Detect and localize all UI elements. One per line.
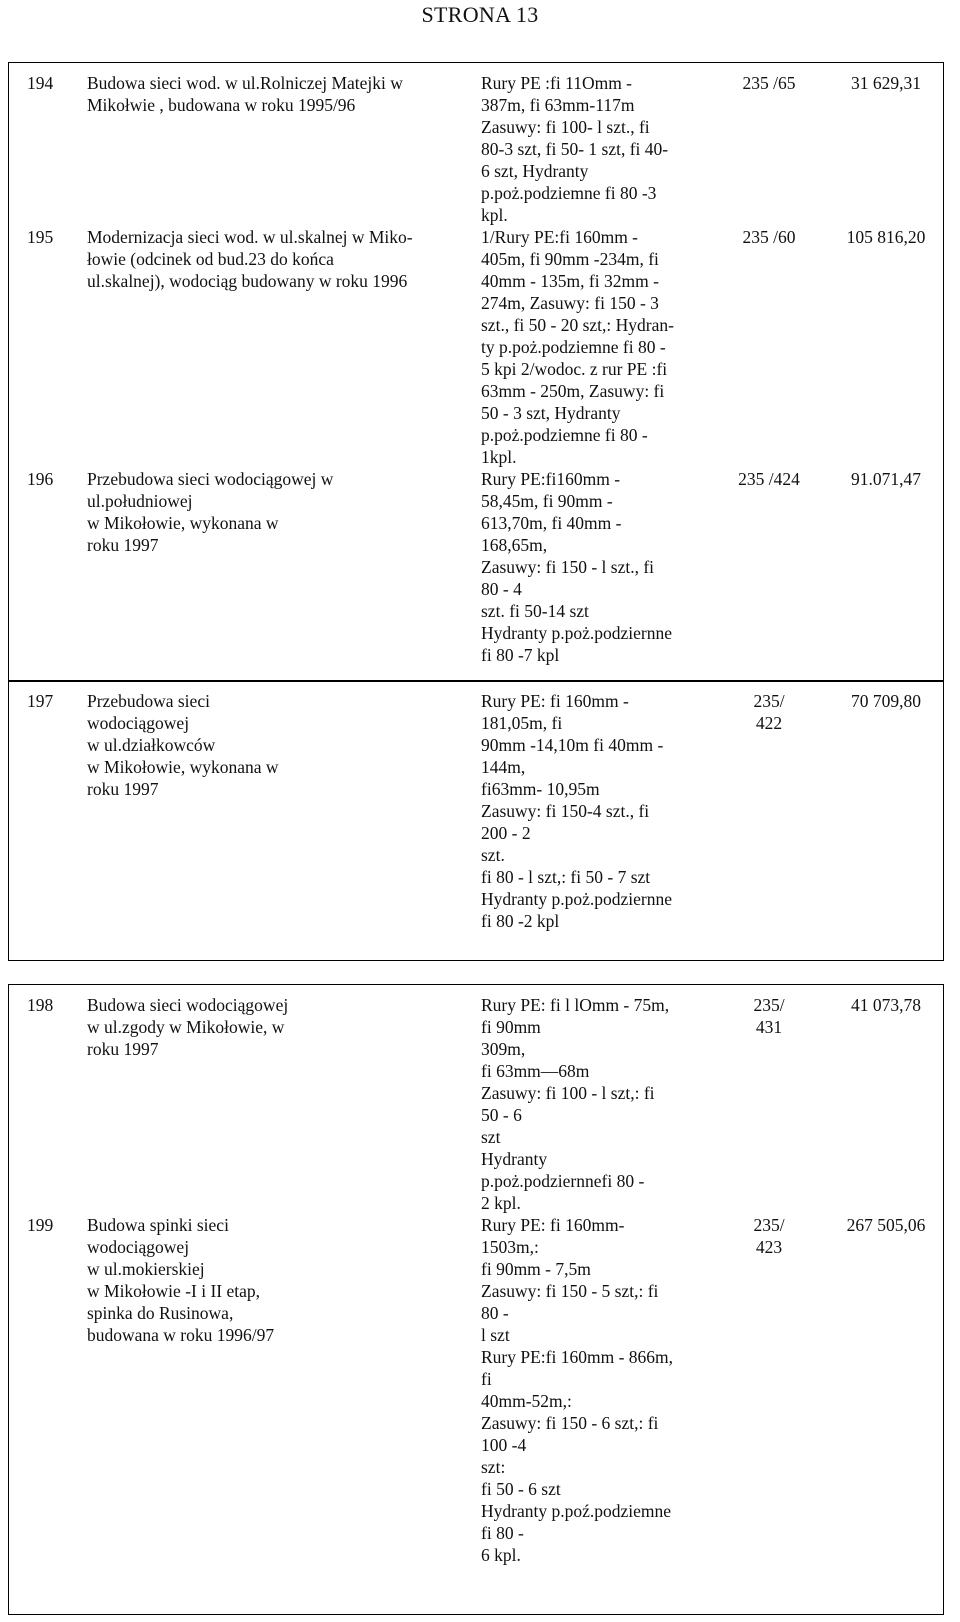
row-value: 41 073,78 bbox=[851, 995, 921, 1015]
row-description-line: ul.południowej bbox=[87, 491, 193, 511]
row-number: 196 bbox=[27, 469, 54, 489]
row-description-line: roku 1997 bbox=[87, 535, 159, 555]
row-description-line: w ul.zgody w Mikołowie, w bbox=[87, 1017, 285, 1037]
row-specification-line: fi 80 - bbox=[481, 1523, 524, 1543]
row-specification-line: fi bbox=[481, 1369, 492, 1389]
row-reference bbox=[715, 226, 823, 248]
row-specification-line: fi 90mm bbox=[481, 1017, 541, 1037]
row-reference-line: 235/ bbox=[753, 691, 785, 711]
row-description-line: w Mikołowie, wykonana w bbox=[87, 757, 279, 777]
row-description-line: Przebudowa sieci bbox=[87, 691, 210, 711]
row-specification-line: 80-3 szt, fi 50- 1 szt, fi 40- bbox=[481, 139, 669, 159]
row-specification-line: 387m, fi 63mm-117m bbox=[481, 95, 635, 115]
row-reference bbox=[715, 72, 823, 94]
row-reference bbox=[715, 468, 823, 490]
row-description bbox=[87, 72, 457, 116]
row-description bbox=[87, 1214, 457, 1346]
row-specification-line: 63mm - 250m, Zasuwy: fi bbox=[481, 381, 665, 401]
row-specification-line: 2 kpl. bbox=[481, 1193, 521, 1213]
row-specification-line: szt bbox=[481, 1127, 501, 1147]
row-reference bbox=[715, 1214, 823, 1258]
row-specification-line: 90mm -14,10m fi 40mm - bbox=[481, 735, 664, 755]
row-reference-line: 422 bbox=[755, 713, 783, 733]
row-specification-line: Hydranty p.poż.podziernne bbox=[481, 889, 672, 909]
row-description-line: budowana w roku 1996/97 bbox=[87, 1325, 275, 1345]
row-specification-line: 200 - 2 bbox=[481, 823, 531, 843]
row-number: 195 bbox=[27, 227, 54, 247]
row-value: 70 709,80 bbox=[851, 691, 921, 711]
row-specification-line: 1503m,: bbox=[481, 1237, 539, 1257]
row-value: 267 505,06 bbox=[846, 1215, 926, 1235]
row-description-line: łowie (odcinek od bud.23 do końca bbox=[87, 249, 334, 269]
row-description-line: Budowa sieci wodociągowej bbox=[87, 995, 289, 1015]
row-specification-line: ty p.poż.podziemne fi 80 - bbox=[481, 337, 666, 357]
row-specification-line: Hydranty p.poż.podziernne bbox=[481, 623, 672, 643]
row-specification-line: 1kpl. bbox=[481, 447, 517, 467]
row-reference-line: 235 /65 bbox=[742, 73, 796, 93]
row-description-line: spinka do Rusinowa, bbox=[87, 1303, 234, 1323]
row-specification-line: szt: bbox=[481, 1457, 506, 1477]
row-description-line: Mikołwie , budowana w roku 1995/96 bbox=[87, 95, 356, 115]
row-specification-line: 50 - 3 szt, Hydranty bbox=[481, 403, 621, 423]
row-number: 198 bbox=[27, 995, 54, 1015]
row-description-line: ul.skalnej), wodociąg budowany w roku 1996 bbox=[87, 271, 408, 291]
row-reference-line: 423 bbox=[755, 1237, 783, 1257]
row-specification-line: szt. fi 50-14 szt bbox=[481, 601, 589, 621]
row-reference bbox=[715, 994, 823, 1038]
row-specification-line: fi 80 - l szt,: fi 50 - 7 szt bbox=[481, 867, 651, 887]
row-specification-line: p.poż.podziernnefi 80 - bbox=[481, 1171, 645, 1191]
row-reference-line: 235/ bbox=[753, 995, 785, 1015]
row-specification-line: 58,45m, fi 90mm - bbox=[481, 491, 613, 511]
row-description bbox=[87, 994, 457, 1060]
row-specification-line: 1/Rury PE:fi 160mm - bbox=[481, 227, 639, 247]
row-specification-line: p.poż.podziemne fi 80 -3 bbox=[481, 183, 657, 203]
row-specification bbox=[481, 994, 706, 1214]
row-specification-line: 181,05m, fi bbox=[481, 713, 563, 733]
row-specification bbox=[481, 468, 706, 666]
row-specification-line: Rury PE: fi 160mm - bbox=[481, 691, 629, 711]
row-description-line: Modernizacja sieci wod. w ul.skalnej w Miko- bbox=[87, 227, 413, 247]
row-specification-line: 100 -4 bbox=[481, 1435, 527, 1455]
row-value: 31 629,31 bbox=[851, 73, 921, 93]
row-specification-line: Zasuwy: fi 100 - l szt,: fi bbox=[481, 1083, 655, 1103]
row-reference-line: 235/ bbox=[753, 1215, 785, 1235]
row-specification-line: Hydranty bbox=[481, 1149, 548, 1169]
row-specification-line: fi63mm- 10,95m bbox=[481, 779, 600, 799]
row-specification-line: Rury PE:fi 160mm - 866m, bbox=[481, 1347, 674, 1367]
row-specification bbox=[481, 226, 706, 468]
row-specification-line: 6 kpl. bbox=[481, 1545, 521, 1565]
row-description-line: Przebudowa sieci wodociągowej w bbox=[87, 469, 334, 489]
row-description-line: roku 1997 bbox=[87, 1039, 159, 1059]
row-value: 105 816,20 bbox=[846, 227, 926, 247]
row-description bbox=[87, 468, 457, 556]
row-specification-line: fi 80 -7 kpl bbox=[481, 645, 560, 665]
row-description-line: Budowa spinki sieci bbox=[87, 1215, 229, 1235]
row-specification-line: fi 90mm - 7,5m bbox=[481, 1259, 591, 1279]
row-specification-line: Rury PE :fi 11Omm - bbox=[481, 73, 633, 93]
row-specification-line: Rury PE:fi160mm - bbox=[481, 469, 621, 489]
row-specification-line: 613,70m, fi 40mm - bbox=[481, 513, 622, 533]
row-specification-line: kpl. bbox=[481, 205, 508, 225]
row-specification-line: szt., fi 50 - 20 szt,: Hydran- bbox=[481, 315, 674, 335]
row-reference bbox=[715, 690, 823, 734]
row-specification-line: 405m, fi 90mm -234m, fi bbox=[481, 249, 659, 269]
table-block-1 bbox=[8, 62, 944, 682]
row-specification-line: fi 80 -2 kpl bbox=[481, 911, 560, 931]
row-specification-line: 5 kpi 2/wodoc. z rur PE :fi bbox=[481, 359, 668, 379]
row-description-line: w ul.działkowców bbox=[87, 735, 216, 755]
row-specification-line: Zasuwy: fi 150 - 6 szt,: fi bbox=[481, 1413, 659, 1433]
row-specification-line: 40mm - 135m, fi 32mm - bbox=[481, 271, 659, 291]
row-specification-line: 80 - bbox=[481, 1303, 509, 1323]
row-specification-line: Zasuwy: fi 100- l szt., fi bbox=[481, 117, 650, 137]
row-reference-line: 235 /424 bbox=[738, 469, 800, 489]
row-description-line: roku 1997 bbox=[87, 779, 159, 799]
row-description-line: w ul.mokierskiej bbox=[87, 1259, 205, 1279]
row-specification bbox=[481, 690, 706, 932]
row-specification-line: 309m, bbox=[481, 1039, 526, 1059]
row-description-line: Budowa sieci wod. w ul.Rolniczej Matejki w bbox=[87, 73, 403, 93]
row-specification-line: fi 50 - 6 szt bbox=[481, 1479, 561, 1499]
row-specification-line: szt. bbox=[481, 845, 505, 865]
row-specification-line: 80 - 4 bbox=[481, 579, 522, 599]
row-specification-line: 168,65m, bbox=[481, 535, 548, 555]
row-specification-line: l szt bbox=[481, 1325, 510, 1345]
row-specification-line: 274m, Zasuwy: fi 150 - 3 bbox=[481, 293, 659, 313]
row-specification-line: 40mm-52m,: bbox=[481, 1391, 572, 1411]
page-header: STRONA 13 bbox=[421, 2, 539, 27]
row-specification-line: 144m, bbox=[481, 757, 526, 777]
row-number: 194 bbox=[27, 73, 54, 93]
row-specification-line: 50 - 6 bbox=[481, 1105, 522, 1125]
row-specification-line: Zasuwy: fi 150 - 5 szt,: fi bbox=[481, 1281, 659, 1301]
row-number: 197 bbox=[27, 691, 54, 711]
table-block-3 bbox=[8, 984, 944, 1615]
row-description bbox=[87, 226, 457, 292]
row-specification-line: 6 szt, Hydranty bbox=[481, 161, 589, 181]
row-description-line: w Mikołowie, wykonana w bbox=[87, 513, 279, 533]
row-specification-line: Zasuwy: fi 150-4 szt., fi bbox=[481, 801, 650, 821]
row-description-line: w Mikołowie -I i II etap, bbox=[87, 1281, 261, 1301]
row-specification-line: Hydranty p.poź.podziemne bbox=[481, 1501, 672, 1521]
row-reference-line: 235 /60 bbox=[742, 227, 796, 247]
row-reference-line: 431 bbox=[755, 1017, 783, 1037]
row-value: 91.071,47 bbox=[851, 469, 921, 489]
row-number: 199 bbox=[27, 1215, 54, 1235]
row-specification-line: Rury PE: fi l lOmm - 75m, bbox=[481, 995, 670, 1015]
table-block-2 bbox=[8, 680, 944, 961]
row-description-line: wodociągowej bbox=[87, 713, 190, 733]
row-specification-line: fi 63mm—68m bbox=[481, 1061, 590, 1081]
row-specification bbox=[481, 72, 706, 226]
row-description-line: wodociągowej bbox=[87, 1237, 190, 1257]
row-specification-line: Rury PE: fi 160mm- bbox=[481, 1215, 625, 1235]
row-specification-line: Zasuwy: fi 150 - l szt., fi bbox=[481, 557, 655, 577]
row-specification-line: p.poż.podziemne fi 80 - bbox=[481, 425, 648, 445]
row-description bbox=[87, 690, 457, 800]
row-specification bbox=[481, 1214, 706, 1566]
